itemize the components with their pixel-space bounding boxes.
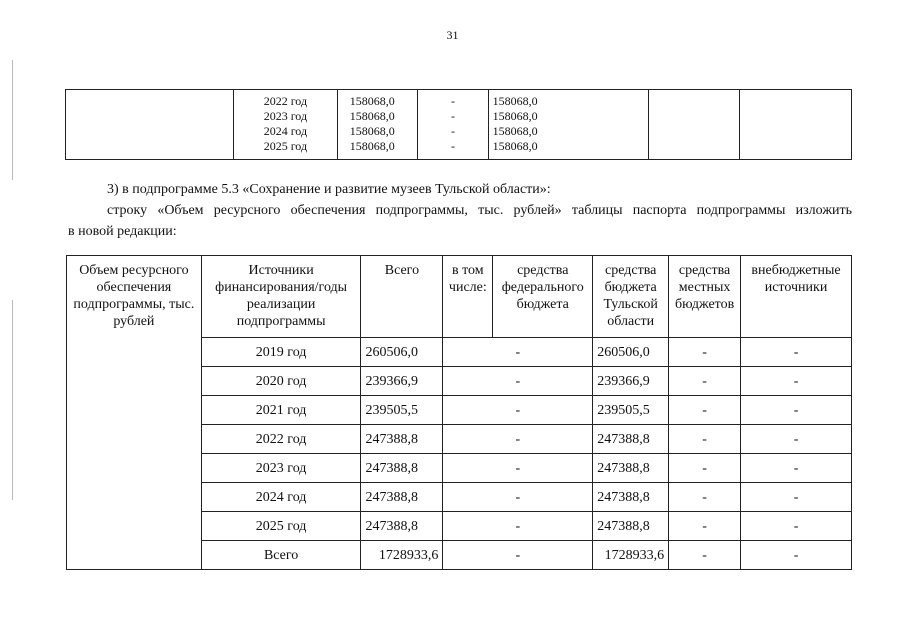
extra-cell: -	[741, 541, 852, 570]
local-cell: -	[669, 367, 741, 396]
regional-cell: 260506,0	[593, 338, 669, 367]
regional-cell: 239366,9	[593, 367, 669, 396]
extra-cell: -	[741, 483, 852, 512]
year-cell: 2024 год	[201, 483, 361, 512]
extra-cell: -	[741, 367, 852, 396]
federal-cell: -	[443, 454, 593, 483]
total-cell: 260506,0	[361, 338, 443, 367]
year-cell: 2022 год	[201, 425, 361, 454]
total-cell: 158068,0	[349, 94, 395, 108]
extra-cell: -	[741, 425, 852, 454]
year-cell: 2023 год	[263, 109, 308, 123]
header-total: Всего	[361, 256, 443, 338]
federal-cell: -	[443, 483, 593, 512]
header-sources: Источники финансирования/годы реализации подпрограммы	[201, 256, 361, 338]
local-cell: -	[669, 483, 741, 512]
regional-cell: 247388,8	[593, 483, 669, 512]
federal-cell: -	[443, 512, 593, 541]
regional-cell: 158068,0	[492, 109, 538, 123]
header-regional: средства бюджета Тульской области	[593, 256, 669, 338]
regional-column	[488, 90, 648, 160]
federal-cell: -	[443, 367, 593, 396]
year-cell: Всего	[201, 541, 361, 570]
regional-cell: 158068,0	[492, 124, 538, 138]
header-local: средства местных бюджетов	[669, 256, 741, 338]
total-cell: 1728933,6	[361, 541, 443, 570]
local-cell: -	[669, 512, 741, 541]
row-label-cell: Объем ресурсного обеспечения подпрограммы, тыс. рублей	[67, 256, 202, 570]
regional-cell: 239505,5	[593, 396, 669, 425]
total-cell: 247388,8	[361, 425, 443, 454]
regional-cell: 247388,8	[593, 454, 669, 483]
year-cell: 2025 год	[201, 512, 361, 541]
extra-cell: -	[741, 338, 852, 367]
header-federal: средства федерального бюджета	[493, 256, 593, 338]
local-cell: -	[669, 338, 741, 367]
resource-table	[66, 255, 852, 570]
total-cell: 158068,0	[349, 124, 395, 138]
header-extra: внебюджетные источники	[741, 256, 852, 338]
federal-cell: -	[443, 541, 593, 570]
year-cell: 2025 год	[263, 139, 308, 153]
federal-cell: -	[443, 396, 593, 425]
continued-table	[65, 89, 852, 160]
paragraph-instruction: строку «Объем ресурсного обеспечения подпрограммы, тыс. рублей» таблицы паспорта подпрограммы изложить	[107, 203, 852, 218]
year-cell: 2022 год	[263, 94, 308, 108]
year-cell: 2021 год	[201, 396, 361, 425]
regional-cell: 158068,0	[492, 94, 538, 108]
year-cell: 2023 год	[201, 454, 361, 483]
total-cell: 158068,0	[349, 109, 395, 123]
total-cell: 239505,5	[361, 396, 443, 425]
header-including: в том числе:	[443, 256, 493, 338]
local-column	[648, 90, 740, 160]
local-cell: -	[669, 454, 741, 483]
federal-cell: -	[450, 124, 455, 138]
federal-cell: -	[443, 338, 593, 367]
federal-cell: -	[450, 109, 455, 123]
total-cell: 247388,8	[361, 454, 443, 483]
total-cell: 239366,9	[361, 367, 443, 396]
extra-cell: -	[741, 454, 852, 483]
total-column	[337, 90, 418, 160]
paragraph-subprogram: 3) в подпрограмме 5.3 «Сохранение и развитие музеев Тульской области»:	[107, 182, 551, 197]
years-column	[234, 90, 338, 160]
total-cell: 247388,8	[361, 483, 443, 512]
federal-column	[418, 90, 488, 160]
extra-column	[740, 90, 852, 160]
regional-cell: 1728933,6	[593, 541, 669, 570]
extra-cell: -	[741, 512, 852, 541]
federal-cell: -	[443, 425, 593, 454]
local-cell: -	[669, 425, 741, 454]
margin-line	[12, 60, 13, 180]
federal-cell: -	[450, 139, 455, 153]
empty-label-cell	[66, 90, 234, 160]
margin-line	[12, 300, 13, 500]
local-cell: -	[669, 396, 741, 425]
year-cell: 2020 год	[201, 367, 361, 396]
regional-cell: 247388,8	[593, 425, 669, 454]
paragraph-instruction-end: в новой редакции:	[68, 224, 177, 239]
extra-cell: -	[741, 396, 852, 425]
local-cell: -	[669, 541, 741, 570]
regional-cell: 247388,8	[593, 512, 669, 541]
federal-cell: -	[450, 94, 455, 108]
year-cell: 2024 год	[263, 124, 308, 138]
total-cell: 247388,8	[361, 512, 443, 541]
page-number: 31	[446, 28, 459, 42]
year-cell: 2019 год	[201, 338, 361, 367]
total-cell: 158068,0	[349, 139, 395, 153]
regional-cell: 158068,0	[492, 139, 538, 153]
